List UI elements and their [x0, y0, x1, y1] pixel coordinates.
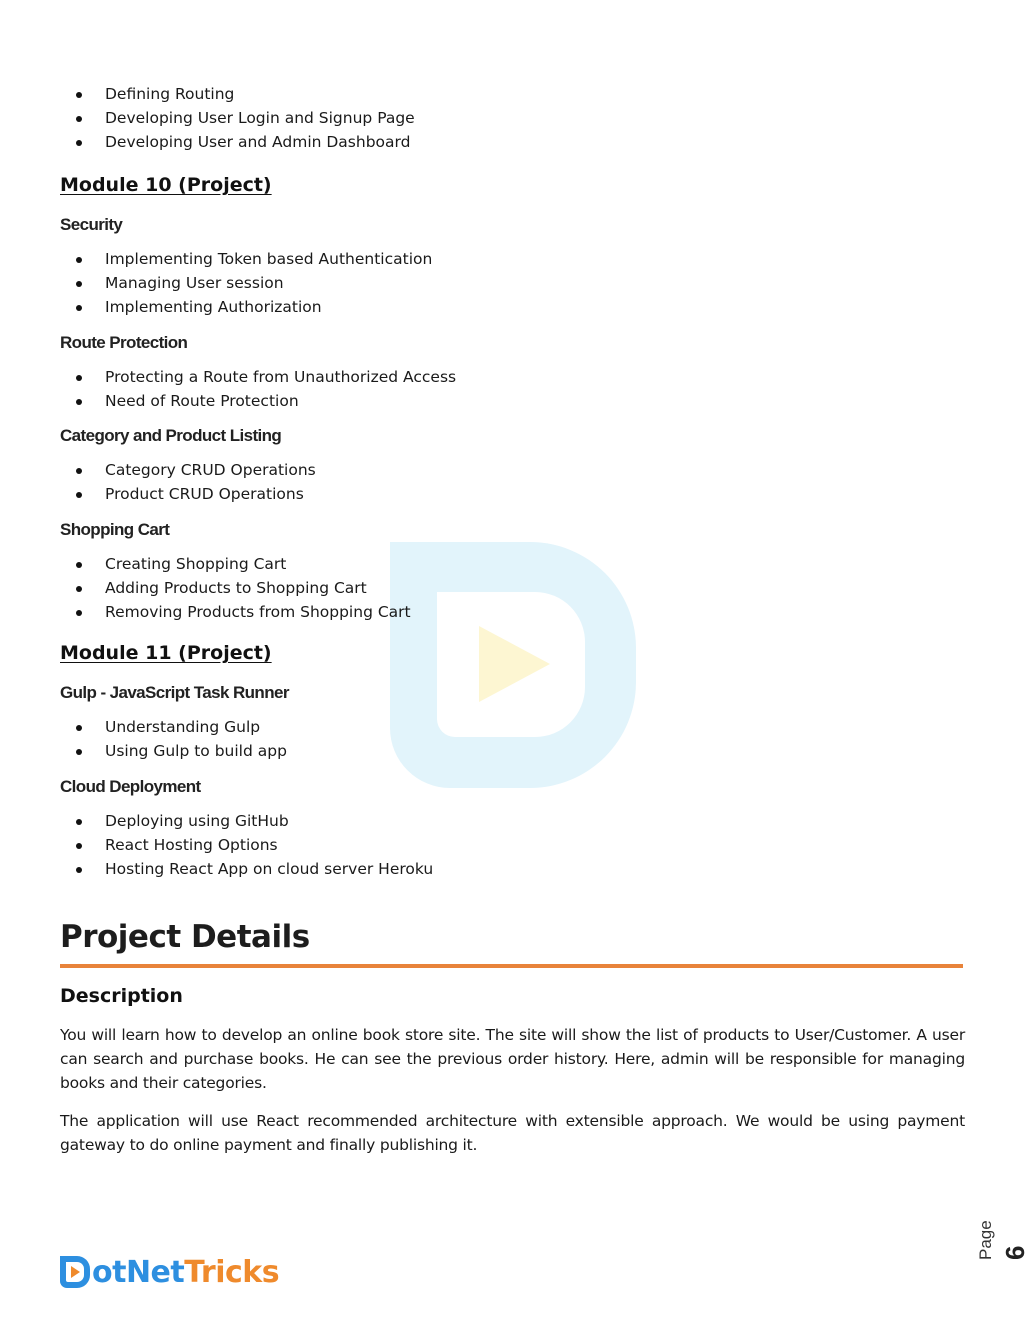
bullet-icon [76, 562, 82, 568]
page-number-label [976, 1212, 1030, 1262]
page-number: 6 [1000, 1245, 1030, 1260]
list-item: Deploying using GitHub [60, 810, 965, 834]
bullet-icon [76, 867, 82, 873]
section-title-shopping-cart: Shopping Cart [60, 519, 170, 539]
bullet-icon [76, 140, 82, 146]
list-item: Managing User session [60, 272, 965, 296]
section-title-category-product: Category and Product Listing [60, 426, 282, 446]
list-item: Need of Route Protection [60, 390, 965, 414]
list-item: Category CRUD Operations [60, 459, 965, 483]
bullet-icon [76, 92, 82, 98]
bullet-icon [76, 399, 82, 405]
security-list [60, 248, 965, 319]
logo-text: otNetTricks [92, 1254, 280, 1290]
page-label-text: Page [976, 1220, 995, 1260]
shopping-cart-list [60, 553, 965, 624]
bullet-icon [76, 468, 82, 474]
list-item: Adding Products to Shopping Cart [60, 577, 965, 601]
section-title-cloud-deployment: Cloud Deployment [60, 776, 201, 796]
bullet-icon [76, 725, 82, 731]
list-item: Hosting React App on cloud server Heroku [60, 858, 965, 882]
bullet-icon [76, 843, 82, 849]
list-item: Creating Shopping Cart [60, 553, 965, 577]
list-item: Implementing Authorization [60, 296, 965, 320]
bullet-icon [76, 492, 82, 498]
bullet-icon [76, 749, 82, 755]
section-title-route-protection: Route Protection [60, 332, 188, 352]
module-11-title: Module 11 (Project) [60, 642, 272, 665]
module-10-title: Module 10 (Project) [60, 174, 272, 197]
list-item: Implementing Token based Authentication [60, 248, 965, 272]
description-paragraph: The application will use React recommended architecture with extensible approach. We would be using payment gateway to do online payment and finally publishing it. [60, 1112, 965, 1155]
brand-logo [60, 1252, 279, 1292]
category-product-list [60, 459, 965, 507]
section-title-security: Security [60, 215, 123, 235]
project-details-title: Project Details [60, 919, 310, 956]
list-item: Developing User Login and Signup Page [60, 107, 965, 131]
section-title-gulp: Gulp - JavaScript Task Runner [60, 683, 289, 703]
list-item: React Hosting Options [60, 834, 965, 858]
list-item: Product CRUD Operations [60, 483, 965, 507]
bullet-icon [76, 375, 82, 381]
description-paragraph: You will learn how to develop an online book store site. The site will show the list of products to User/Customer. A user can search and purchase books. He can see the previous order history. Here, admin will be responsible for managing books and their categories. [60, 1026, 965, 1093]
list-item: Defining Routing [60, 83, 965, 107]
section-divider [60, 964, 963, 968]
bullet-icon [76, 819, 82, 825]
description-title: Description [60, 985, 183, 1008]
bullet-icon [76, 610, 82, 616]
top-list [60, 83, 965, 154]
list-item: Developing User and Admin Dashboard [60, 131, 965, 155]
bullet-icon [76, 305, 82, 311]
list-item: Protecting a Route from Unauthorized Access [60, 366, 965, 390]
bullet-icon [76, 281, 82, 287]
gulp-list [60, 716, 965, 764]
main-content [60, 80, 965, 1157]
cloud-deployment-list [60, 810, 965, 881]
play-d-icon [60, 1256, 90, 1288]
list-item: Using Gulp to build app [60, 740, 965, 764]
bullet-icon [76, 586, 82, 592]
list-item: Understanding Gulp [60, 716, 965, 740]
route-protection-list [60, 366, 965, 414]
bullet-icon [76, 116, 82, 122]
bullet-icon [76, 257, 82, 263]
list-item: Removing Products from Shopping Cart [60, 601, 965, 625]
